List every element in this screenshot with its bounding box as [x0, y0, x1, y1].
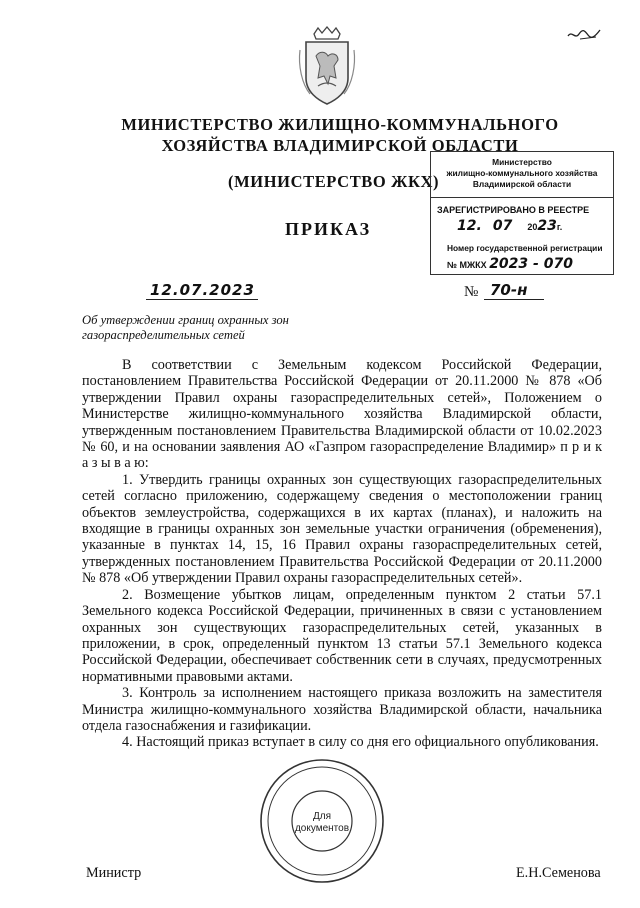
order-date: 12.07.2023	[150, 281, 255, 299]
stamp-registered-label: ЗАРЕГИСТРИРОВАНО В РЕЕСТРЕ	[437, 205, 590, 215]
stamp-reg-number-label: Номер государственной регистрации	[447, 243, 603, 253]
body-item-1: 1. Утвердить границы охранных зон существующих газораспределительных сетей согласно приложению, содержащему сведения о местоположении границ объектов землеустройства, содержащихся в их картах (планах), и наложить на входящие в границы охранных зон земельные участки ограничения (обременения), указанные в пунктах 14, 15, 16 Правил охраны газораспределительных сетей, утвержденных постановлением Правительства Российской Федерации от 20.11.2000 № 878 «Об утверждении Правил охраны газораспределительных сетей».	[82, 471, 602, 587]
stamp-reg-number-prefix: № МЖКХ	[447, 260, 487, 270]
order-number: 70-н	[490, 281, 528, 299]
stamp-reg-day: 12.	[457, 218, 482, 234]
signer-role: Министр	[86, 865, 142, 881]
ministry-short-name: (МИНИСТЕРСТВО ЖКХ)	[228, 172, 440, 191]
document-type-title: ПРИКАЗ	[285, 219, 372, 239]
stamp-org-line3: Владимирской области	[472, 179, 572, 189]
ministry-name	[80, 114, 600, 156]
stamp-reg-number-value: 2023 - 070	[489, 256, 573, 272]
order-subject-line1: Об утверждении границ охранных зон	[82, 313, 289, 327]
stamp-reg-year-prefix: 20	[527, 222, 538, 232]
body-item-2: 2. Возмещение убытков лицам, определенным пунктом 2 статьи 57.1 Земельного кодекса Российской Федерации, причиненных в связи с установлением охранных зон существующих газораспределительных сетей, указанных в приложении, в срок, определенный пунктом 13 статьи 57.1 Земельного кодекса Российской Федерации, обеспечивает собственник сети в случаях, предусмотренных нормативными правовыми актами.	[82, 586, 602, 685]
order-date-underline	[146, 299, 258, 300]
stamp-registration-date	[457, 218, 562, 234]
ministry-name-line2: ХОЗЯЙСТВА ВЛАДИМИРСКОЙ ОБЛАСТИ	[161, 136, 519, 155]
stamp-organization	[431, 152, 613, 198]
ministry-name-line1: МИНИСТЕРСТВО ЖИЛИЩНО-КОММУНАЛЬНОГО	[121, 115, 559, 134]
signer-name: Е.Н.Семенова	[516, 865, 601, 881]
corner-handwritten-mark	[566, 26, 602, 42]
registration-stamp	[430, 151, 614, 275]
seal-center-line1: Для	[312, 811, 332, 822]
body-item-3: 3. Контроль за исполнением настоящего приказа возложить на заместителя Министра жилищно-коммунального хозяйства Владимирской области, начальника отдела газоснабжения и газификации.	[82, 685, 602, 734]
stamp-org-line1: Министерство	[492, 157, 552, 167]
stamp-reg-number	[447, 256, 573, 272]
body-preamble: В соответствии с Земельным кодексом Российской Федерации, постановлением Правительства Российской Федерации от 20.11.2000 № 878 «Об утверждении Правил охраны газораспределительных сетей», Положением о Министерстве жилищно-коммунального хозяйства Владимирской области, утвержденным постановлением Правительства Владимирской области от 10.02.2023 № 60, и на основании заявления АО «Газпром газораспределение Владимир» п р и к а з ы в а ю:	[82, 357, 602, 472]
stamp-reg-year-unit: г.	[556, 222, 563, 232]
order-number-underline	[484, 299, 544, 300]
order-number-prefix: №	[464, 284, 479, 300]
order-subject-line2: газораспределительных сетей	[82, 328, 245, 342]
coat-of-arms-emblem	[296, 26, 358, 108]
order-subject	[82, 313, 342, 343]
round-seal	[258, 757, 386, 885]
order-body	[82, 357, 602, 751]
stamp-reg-year-suffix: 23	[537, 218, 557, 234]
seal-center-line2: документов	[294, 823, 350, 834]
body-item-4: 4. Настоящий приказ вступает в силу со дня его официального опубликования.	[122, 734, 599, 751]
stamp-reg-month: 07	[492, 218, 513, 234]
stamp-org-line2: жилищно-коммунального хозяйства	[446, 168, 598, 178]
